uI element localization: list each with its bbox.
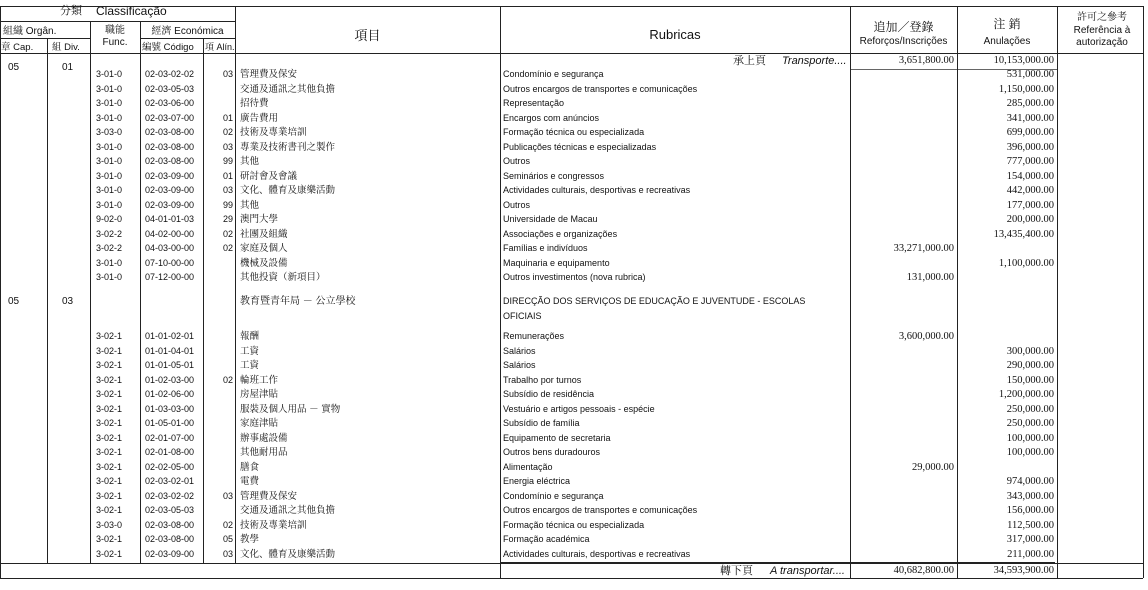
header-anul-pt: Anulações xyxy=(983,36,1031,47)
row-reforcos: 29,000.00 xyxy=(912,461,954,473)
row-code: 04-03-00-00 xyxy=(145,243,195,253)
row-anulacoes: 156,000.00 xyxy=(1006,505,1054,516)
row-item-zh: 管理費及保安 xyxy=(240,69,298,80)
row-func: 3-02-1 xyxy=(96,461,123,472)
row-code: 01-01-05-01 xyxy=(145,360,195,370)
row-rubrica: Associações e organizações xyxy=(503,228,618,239)
row-code: 04-01-01-03 xyxy=(145,214,195,224)
row-item-zh: 教學 xyxy=(240,534,260,545)
header-cap: 章 Cap. xyxy=(1,42,34,53)
row-func: 3-02-1 xyxy=(96,360,123,370)
row-func: 3-01-0 xyxy=(96,272,123,282)
row-code: 01-02-03-00 xyxy=(145,374,195,385)
row-alin: 03 xyxy=(222,548,233,559)
row-anulacoes: 396,000.00 xyxy=(1006,141,1054,153)
row-func: 3-01-0 xyxy=(96,69,123,79)
row-anulacoes: 699,000.00 xyxy=(1006,127,1054,138)
row-func: 3-03-0 xyxy=(96,519,123,530)
row-rubrica: Energia eléctrica xyxy=(503,476,571,486)
row-item-zh: 電費 xyxy=(240,476,260,487)
row-rubrica: Trabalho por turnos xyxy=(503,374,582,385)
row-func: 3-01-0 xyxy=(96,257,123,268)
section-2-rubrica-line2: OFICIAIS xyxy=(503,311,542,321)
row-item-zh: 工資 xyxy=(240,345,260,357)
rule-carry-out-top xyxy=(500,562,1055,563)
row-func: 3-02-2 xyxy=(96,243,123,253)
row-func: 3-01-0 xyxy=(96,98,123,108)
header-codigo: 編號 Código xyxy=(142,42,194,53)
row-rubrica: Outros xyxy=(503,199,531,210)
row-item-zh: 社團及組織 xyxy=(240,228,288,240)
col-items-rubricas xyxy=(500,6,501,578)
rule-class-under xyxy=(0,21,235,22)
row-item-zh: 研討會及會議 xyxy=(240,170,298,182)
row-rubrica: Vestuário e artigos pessoais - espécie xyxy=(503,403,655,414)
row-code: 02-03-08-00 xyxy=(145,156,195,166)
row-code: 02-03-09-00 xyxy=(145,170,195,181)
row-anulacoes: 442,000.00 xyxy=(1006,185,1054,196)
row-code: 02-03-02-02 xyxy=(145,490,195,501)
header-class-pt: Classificação xyxy=(96,4,167,18)
header-reforcos-zh: 追加／登錄 xyxy=(873,20,934,34)
row-anulacoes: 341,000.00 xyxy=(1006,112,1054,124)
row-func: 3-02-1 xyxy=(96,490,123,501)
row-rubrica: Salários xyxy=(503,345,536,356)
row-item-zh: 技術及專業培訓 xyxy=(240,127,307,138)
row-rubrica: Publicações técnicas e especializadas xyxy=(503,141,657,152)
row-reforcos: 33,271,000.00 xyxy=(893,243,954,254)
rule-organ-under xyxy=(0,38,90,39)
row-alin: 02 xyxy=(222,127,233,137)
col-anul-ref xyxy=(1057,6,1058,578)
row-anulacoes: 290,000.00 xyxy=(1006,360,1054,371)
row-code: 02-03-07-00 xyxy=(145,112,195,123)
row-item-zh: 文化、體育及康樂活動 xyxy=(240,548,336,560)
row-rubrica: Seminários e congressos xyxy=(503,170,605,181)
row-func: 3-03-0 xyxy=(96,127,123,137)
header-div: 組 Div. xyxy=(52,42,80,53)
row-anulacoes: 100,000.00 xyxy=(1006,432,1054,444)
row-code: 01-03-03-00 xyxy=(145,403,195,414)
row-anulacoes: 1,100,000.00 xyxy=(998,257,1054,269)
row-code: 07-10-00-00 xyxy=(145,257,195,268)
row-code: 02-03-05-03 xyxy=(145,83,195,94)
row-code: 02-03-08-00 xyxy=(145,519,195,530)
row-rubrica: Outros investimentos (nova rubrica) xyxy=(503,272,646,282)
row-rubrica: Outros xyxy=(503,156,531,166)
row-func: 3-01-0 xyxy=(96,83,123,94)
row-alin: 03 xyxy=(222,141,233,152)
row-alin: 03 xyxy=(222,185,233,195)
row-rubrica: Encargos com anúncios xyxy=(503,112,600,123)
row-item-zh: 其他耐用品 xyxy=(240,447,288,458)
row-rubrica: Remunerações xyxy=(503,331,565,341)
carry-in-zh: 承上頁 xyxy=(733,55,766,67)
col-func-code xyxy=(140,21,141,563)
header-func-zh: 職能 xyxy=(105,25,125,36)
row-func: 3-02-1 xyxy=(96,534,123,544)
section-1-cap: 05 xyxy=(8,62,20,73)
header-class-zh: 分類 xyxy=(60,5,82,17)
row-item-zh: 交通及通訊之其他負擔 xyxy=(240,505,336,516)
header-reforcos-pt: Reforços/Inscrições xyxy=(859,36,948,47)
carry-out-anulacoes: 34,593,900.00 xyxy=(993,565,1054,576)
row-item-zh: 文化、體育及康樂活動 xyxy=(240,185,336,196)
row-alin: 02 xyxy=(222,519,233,530)
row-code: 02-01-08-00 xyxy=(145,447,195,457)
rule-page-bottom xyxy=(0,578,1143,579)
row-rubrica: Universidade de Macau xyxy=(503,214,598,224)
rule-body-bottom xyxy=(0,563,1143,564)
row-code: 02-02-05-00 xyxy=(145,461,195,472)
row-anulacoes: 1,200,000.00 xyxy=(998,389,1054,400)
row-alin: 01 xyxy=(222,170,233,181)
header-ref-pt1: Referência à xyxy=(1073,25,1131,36)
row-anulacoes: 211,000.00 xyxy=(1007,548,1054,560)
row-alin: 99 xyxy=(222,199,233,210)
row-rubrica: Outros encargos de transportes e comunicações xyxy=(503,83,698,94)
row-anulacoes: 150,000.00 xyxy=(1006,374,1054,386)
row-code: 02-03-05-03 xyxy=(145,505,195,515)
header-alin: 項 Alín. xyxy=(205,42,235,52)
header-items-zh: 項目 xyxy=(354,28,381,43)
section-2-div: 03 xyxy=(62,296,74,307)
row-item-zh: 膳食 xyxy=(240,461,260,473)
row-item-zh: 家庭津貼 xyxy=(240,418,279,429)
row-func: 3-02-1 xyxy=(96,374,123,385)
row-anulacoes: 300,000.00 xyxy=(1006,345,1054,357)
row-anulacoes: 250,000.00 xyxy=(1006,403,1054,415)
row-rubrica: Famílias e indivíduos xyxy=(503,243,588,253)
row-code: 01-02-06-00 xyxy=(145,389,195,399)
section-2-cap: 05 xyxy=(8,296,20,307)
col-code-alin xyxy=(203,38,204,563)
header-rubricas: Rubricas xyxy=(649,27,701,42)
row-rubrica: Condomínio e segurança xyxy=(503,69,604,79)
col-div-func xyxy=(90,21,91,563)
row-func: 3-02-1 xyxy=(96,447,123,457)
row-code: 02-03-09-00 xyxy=(145,199,195,210)
row-code: 07-12-00-00 xyxy=(145,272,195,282)
col-reforcos-anul xyxy=(957,6,958,578)
carry-in-reforcos: 3,651,800.00 xyxy=(898,55,954,66)
col-cap-div xyxy=(47,38,48,563)
row-rubrica: Formação técnica ou especializada xyxy=(503,519,645,530)
row-anulacoes: 112,500.00 xyxy=(1007,519,1054,531)
row-anulacoes: 317,000.00 xyxy=(1006,534,1054,545)
row-rubrica: Representação xyxy=(503,98,565,108)
row-rubrica: Salários xyxy=(503,360,536,370)
row-func: 9-02-0 xyxy=(96,214,123,224)
row-code: 02-03-02-02 xyxy=(145,69,195,79)
row-alin: 01 xyxy=(222,112,233,123)
header-anul-zh: 注 銷 xyxy=(993,17,1021,31)
row-func: 3-01-0 xyxy=(96,112,123,123)
row-func: 3-02-1 xyxy=(96,476,123,486)
row-alin: 03 xyxy=(222,69,233,79)
rule-header-bottom xyxy=(0,53,1143,54)
row-reforcos: 3,600,000.00 xyxy=(898,331,954,342)
row-rubrica: Subsídio de residência xyxy=(503,389,595,399)
row-item-zh: 家庭及個人 xyxy=(240,243,288,254)
row-code: 04-02-00-00 xyxy=(145,228,195,239)
section-2-rubrica-line1: DIRECÇÃO DOS SERVIÇOS DE EDUCAÇÃO E JUVENTUDE - ESCOLAS xyxy=(503,296,806,306)
row-item-zh: 技術及專業培訓 xyxy=(240,519,307,531)
row-alin: 02 xyxy=(222,243,233,253)
row-rubrica: Outros encargos de transportes e comunicações xyxy=(503,505,698,515)
row-rubrica: Subsídio de família xyxy=(503,418,580,428)
row-alin: 05 xyxy=(222,534,233,544)
row-func: 3-02-1 xyxy=(96,331,123,341)
row-rubrica: Condomínio e segurança xyxy=(503,490,604,501)
row-item-zh: 報酬 xyxy=(240,331,260,342)
row-alin: 03 xyxy=(222,490,233,501)
row-item-zh: 其他 xyxy=(240,156,260,167)
row-anulacoes: 777,000.00 xyxy=(1006,156,1054,167)
row-item-zh: 辦事處設備 xyxy=(240,432,288,444)
row-anulacoes: 13,435,400.00 xyxy=(993,228,1054,240)
row-item-zh: 專業及技術書刊之製作 xyxy=(240,141,336,153)
row-rubrica: Alimentação xyxy=(503,461,553,472)
row-rubrica: Formação académica xyxy=(503,534,590,544)
rule-econ-under xyxy=(140,38,235,39)
row-alin: 29 xyxy=(222,214,233,224)
row-code: 01-05-01-00 xyxy=(145,418,195,428)
rule-top xyxy=(0,6,1143,7)
row-item-zh: 其他投資（新項目） xyxy=(240,272,326,283)
col-alin-items xyxy=(235,6,236,563)
row-item-zh: 管理費及保安 xyxy=(240,490,298,502)
section-1-div: 01 xyxy=(62,62,74,73)
row-item-zh: 其他 xyxy=(240,199,260,211)
row-reforcos: 131,000.00 xyxy=(906,272,954,283)
row-func: 3-02-1 xyxy=(96,345,123,356)
row-func: 3-01-0 xyxy=(96,170,123,181)
row-alin: 02 xyxy=(222,374,233,385)
col-rubricas-reforcos xyxy=(850,6,851,578)
row-item-zh: 交通及通訊之其他負擔 xyxy=(240,83,336,95)
row-func: 3-02-1 xyxy=(96,432,123,443)
rule-carry-in-under xyxy=(850,69,1057,70)
row-code: 02-03-06-00 xyxy=(145,98,195,108)
header-func-pt: Func. xyxy=(102,37,128,48)
row-anulacoes: 177,000.00 xyxy=(1006,199,1054,211)
row-func: 3-01-0 xyxy=(96,141,123,152)
row-code: 01-01-04-01 xyxy=(145,345,195,356)
row-func: 3-02-1 xyxy=(96,403,123,414)
row-alin: 02 xyxy=(222,228,233,239)
row-item-zh: 服裝及個人用品 － 實物 xyxy=(240,403,341,415)
row-code: 02-03-08-00 xyxy=(145,141,195,152)
row-item-zh: 招待費 xyxy=(240,98,269,109)
row-rubrica: Maquinaria e equipamento xyxy=(503,257,610,268)
carry-in-pt: Transporte.... xyxy=(782,55,847,67)
header-ref-zh: 許可之參考 xyxy=(1077,12,1127,23)
row-func: 3-02-2 xyxy=(96,228,123,239)
row-code: 02-03-08-00 xyxy=(145,534,195,544)
row-anulacoes: 285,000.00 xyxy=(1006,98,1054,109)
row-item-zh: 機械及設備 xyxy=(240,257,288,269)
row-code: 02-03-02-01 xyxy=(145,476,195,486)
row-item-zh: 工資 xyxy=(240,360,260,371)
header-econ: 經濟 Económica xyxy=(151,26,224,37)
carry-out-pt: A transportar.... xyxy=(770,565,845,577)
row-rubrica: Outros bens duradouros xyxy=(503,447,601,457)
row-func: 3-02-1 xyxy=(96,505,123,515)
row-anulacoes: 100,000.00 xyxy=(1006,447,1054,458)
row-code: 02-03-09-00 xyxy=(145,548,195,559)
row-func: 3-02-1 xyxy=(96,418,123,428)
row-anulacoes: 250,000.00 xyxy=(1006,418,1054,429)
row-func: 3-01-0 xyxy=(96,199,123,210)
row-code: 01-01-02-01 xyxy=(145,331,195,341)
row-anulacoes: 974,000.00 xyxy=(1006,476,1054,487)
row-item-zh: 輪班工作 xyxy=(240,374,279,386)
row-code: 02-03-08-00 xyxy=(145,127,195,137)
row-code: 02-01-07-00 xyxy=(145,432,195,443)
row-anulacoes: 531,000.00 xyxy=(1006,69,1054,80)
carry-in-anulacoes: 10,153,000.00 xyxy=(993,55,1054,66)
col-right-edge xyxy=(1143,6,1144,578)
header-ref-pt2: autorização xyxy=(1076,37,1128,48)
row-rubrica: Formação técnica ou especializada xyxy=(503,127,645,137)
row-func: 3-01-0 xyxy=(96,185,123,195)
row-func: 3-02-1 xyxy=(96,548,123,559)
row-code: 02-03-09-00 xyxy=(145,185,195,195)
row-func: 3-01-0 xyxy=(96,156,123,166)
row-rubrica: Actividades culturais, desportivas e recreativas xyxy=(503,548,691,559)
row-func: 3-02-1 xyxy=(96,389,123,399)
row-rubrica: Equipamento de secretaria xyxy=(503,432,611,443)
section-2-item-zh: 教育暨青年局 － 公立學校 xyxy=(240,296,356,307)
header-organ: 組織 Orgân. xyxy=(3,26,57,37)
carry-out-zh: 轉下頁 xyxy=(720,565,753,577)
row-anulacoes: 1,150,000.00 xyxy=(998,83,1054,95)
row-anulacoes: 343,000.00 xyxy=(1006,490,1054,502)
row-item-zh: 澳門大學 xyxy=(240,214,279,225)
row-anulacoes: 154,000.00 xyxy=(1006,170,1054,182)
col-left-edge xyxy=(0,6,1,578)
carry-out-reforcos: 40,682,800.00 xyxy=(893,565,954,576)
row-item-zh: 廣告費用 xyxy=(240,112,279,124)
row-alin: 99 xyxy=(222,156,233,166)
row-item-zh: 房屋津貼 xyxy=(240,389,279,400)
row-anulacoes: 200,000.00 xyxy=(1006,214,1054,225)
row-rubrica: Actividades culturais, desportivas e recreativas xyxy=(503,185,691,195)
